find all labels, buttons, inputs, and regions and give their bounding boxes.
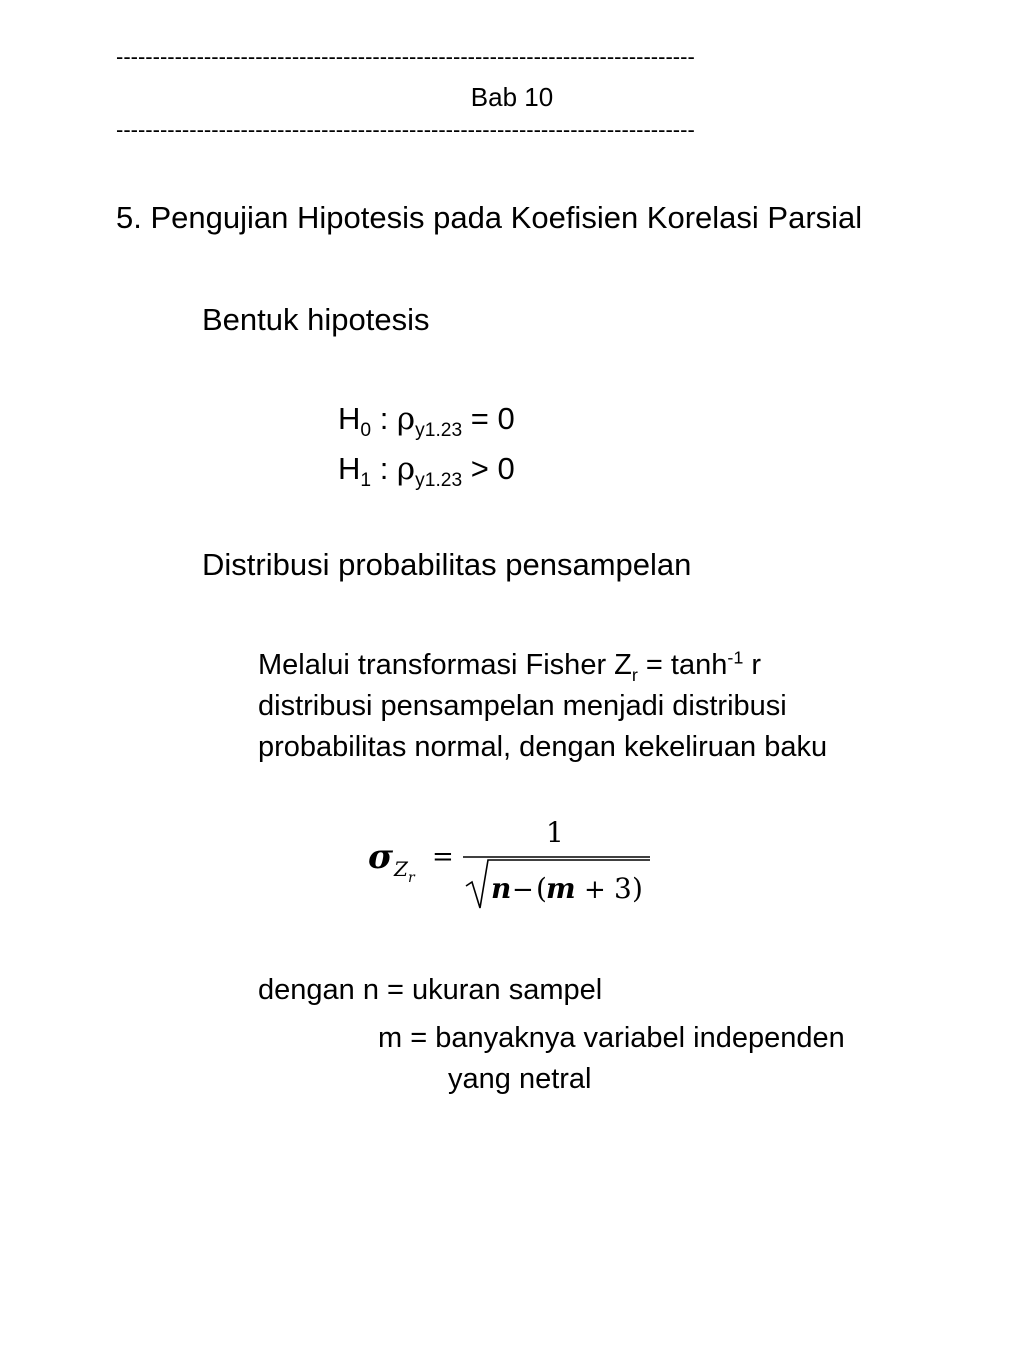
h1-symbol: H xyxy=(338,451,361,486)
hypothesis-h0 xyxy=(338,401,515,442)
distribution-heading: Distribusi probabilitas pensampelan xyxy=(202,547,692,582)
formula-sigma: σ xyxy=(368,837,394,877)
header-rule-bottom: ------------------------------------------------------------------------------- xyxy=(116,117,695,142)
h0-symbol: H xyxy=(338,401,361,436)
formula-equals: = xyxy=(432,842,454,872)
h1-relation: > 0 xyxy=(462,451,515,486)
section-title: 5. Pengujian Hipotesis pada Koefisien Korelasi Parsial xyxy=(116,200,863,235)
formula-open-paren: ( xyxy=(536,872,547,905)
h0-rho: ρ xyxy=(396,401,416,437)
h1-rho-subscript: y1.23 xyxy=(415,470,463,492)
header-rule-top: ------------------------------------------------------------------------------- xyxy=(116,44,695,69)
r-text: r xyxy=(743,649,762,681)
chapter-title: Bab 10 xyxy=(470,82,554,112)
formula-minus: − xyxy=(512,875,534,905)
h1-colon: : xyxy=(371,451,397,486)
inverse-superscript: -1 xyxy=(727,647,744,668)
distribution-line-2: distribusi pensampelan menjadi distribusi xyxy=(258,690,787,722)
formula-m: m xyxy=(546,872,576,905)
hypothesis-heading: Bentuk hipotesis xyxy=(202,302,430,337)
distribution-paragraph xyxy=(258,645,827,768)
formula-three: 3 xyxy=(614,872,632,905)
hypothesis-h1 xyxy=(338,451,515,492)
h0-rho-subscript: y1.23 xyxy=(415,420,463,442)
definition-n: dengan n = ukuran sampel xyxy=(258,974,603,1006)
distribution-line-3: probabilitas normal, dengan kekeliruan baku xyxy=(258,731,828,763)
formula-sub-z: Z xyxy=(394,857,408,881)
h0-relation: = 0 xyxy=(462,401,515,436)
tanh-text: = tanh xyxy=(637,649,728,681)
standard-error-formula xyxy=(360,810,670,920)
h1-subscript: 1 xyxy=(360,470,372,492)
zr-subscript: r xyxy=(631,664,638,685)
formula-close-paren: ) xyxy=(632,872,643,905)
h1-rho: ρ xyxy=(396,451,416,487)
h0-colon: : xyxy=(371,401,397,436)
h0-subscript: 0 xyxy=(360,420,372,442)
definition-m-cont: yang netral xyxy=(448,1063,592,1095)
formula-plus: + xyxy=(584,875,606,905)
formula-numerator: 1 xyxy=(546,816,564,849)
fisher-text: Melalui transformasi Fisher Z xyxy=(258,649,632,681)
definition-m: m = banyaknya variabel independen xyxy=(378,1022,845,1054)
formula-sub-r: r xyxy=(408,870,415,886)
distribution-line-1 xyxy=(258,645,827,686)
formula-n: n xyxy=(491,872,512,905)
